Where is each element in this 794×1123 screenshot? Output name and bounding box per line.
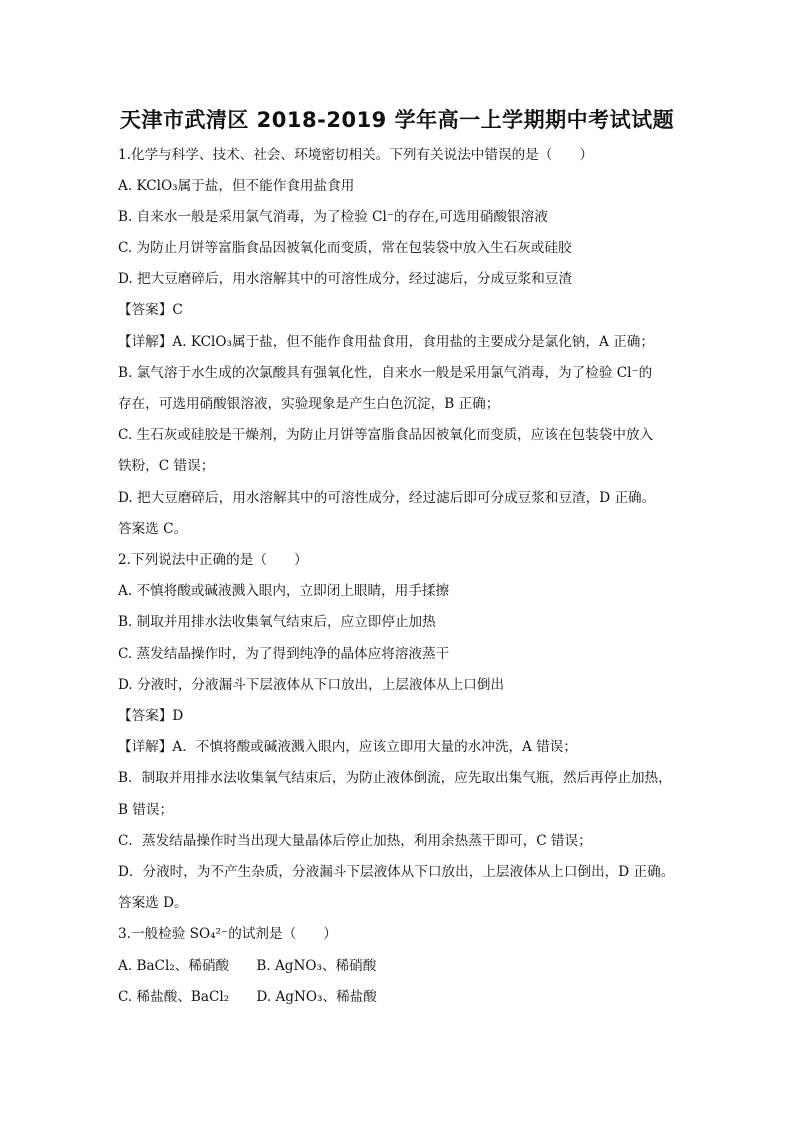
question-1-option-b: B. 自来水一般是采用氯气消毒，为了检验 Cl⁻的存在,可选用硝酸银溶液 [118, 209, 548, 225]
question-1-explanation: 存在，可选用硝酸银溶液，实验现象是产生白色沉淀，B 正确； [118, 396, 500, 412]
question-3-stem: 3.一般检验 SO₄²⁻的试剂是（ ） [118, 926, 337, 942]
question-2-answer: 【答案】D [118, 708, 184, 724]
question-2-explanation: C．蒸发结晶操作时当出现大量晶体后停止加热，利用余热蒸干即可，C 错误； [118, 833, 592, 849]
question-2-option-b: B. 制取并用排水法收集氧气结束后，应立即停止加热 [118, 614, 436, 630]
page-title: 天津市武清区 2018-2019 学年高一上学期期中考试试题 [119, 108, 675, 132]
question-2-option-c: C. 蒸发结晶操作时，为了得到纯净的晶体应将溶液蒸干 [118, 646, 450, 662]
question-2-explanation: B．制取并用排水法收集氧气结束后，为防止液体倒流，应先取出集气瓶，然后再停止加热， [118, 770, 672, 786]
question-1-explanation: C. 生石灰或硅胶是干燥剂，为防止月饼等富脂食品因被氧化而变质，应该在包装袋中放入 [118, 427, 654, 443]
question-2-option-a: A. 不慎将酸或碱液溅入眼内，立即闭上眼睛，用手揉擦 [118, 583, 450, 599]
question-1-explanation: 铁粉，C 错误； [118, 458, 215, 474]
question-1-explanation: 【详解】A. KClO₃属于盐，但不能作食用盐食用，食用盐的主要成分是氯化钠，A 正确； [118, 334, 654, 350]
question-2-explanation: 【详解】A．不慎将酸或碱液溅入眼内，应该立即用大量的水冲洗，A 错误； [118, 739, 577, 755]
question-1-explanation: B. 氯气溶于水生成的次氯酸具有强氧化性，自来水一般是采用氯气消毒，为了检验 Cl⁻的 [118, 365, 653, 381]
question-2-option-d: D. 分液时，分液漏斗下层液体从下口放出，上层液体从上口倒出 [118, 677, 505, 693]
question-1-stem: 1.化学与科学、技术、社会、环境密切相关。下列有关说法中错误的是（ ） [118, 147, 594, 163]
question-1-explanation: D. 把大豆磨碎后，用水溶解其中的可溶性成分，经过滤后即可分成豆浆和豆渣，D 正确。 [118, 490, 656, 506]
question-2-explanation: D．分液时，为不产生杂质，分液漏斗下层液体从下口放出，上层液体从上口倒出，D 正确。 [118, 864, 675, 880]
question-1-conclusion: 答案选 C。 [118, 521, 188, 537]
question-3-options-cd: C. 稀盐酸、BaCl₂ D. AgNO₃、稀盐酸 [118, 989, 377, 1005]
question-2-stem: 2.下列说法中正确的是（ ） [118, 552, 308, 568]
question-2-explanation: B 错误； [118, 802, 174, 818]
question-3-options-ab: A. BaCl₂、稀硝酸 B. AgNO₃、稀硝酸 [118, 958, 377, 974]
question-1-option-a: A. KClO₃属于盐，但不能作食用盐食用 [118, 178, 355, 194]
question-2-conclusion: 答案选 D。 [118, 895, 188, 911]
question-1-option-d: D. 把大豆磨碎后，用水溶解其中的可溶性成分，经过滤后，分成豆浆和豆渣 [118, 271, 573, 287]
question-1-answer: 【答案】C [118, 302, 183, 318]
question-1-option-c: C. 为防止月饼等富脂食品因被氧化而变质，常在包装袋中放入生石灰或硅胶 [118, 240, 572, 256]
